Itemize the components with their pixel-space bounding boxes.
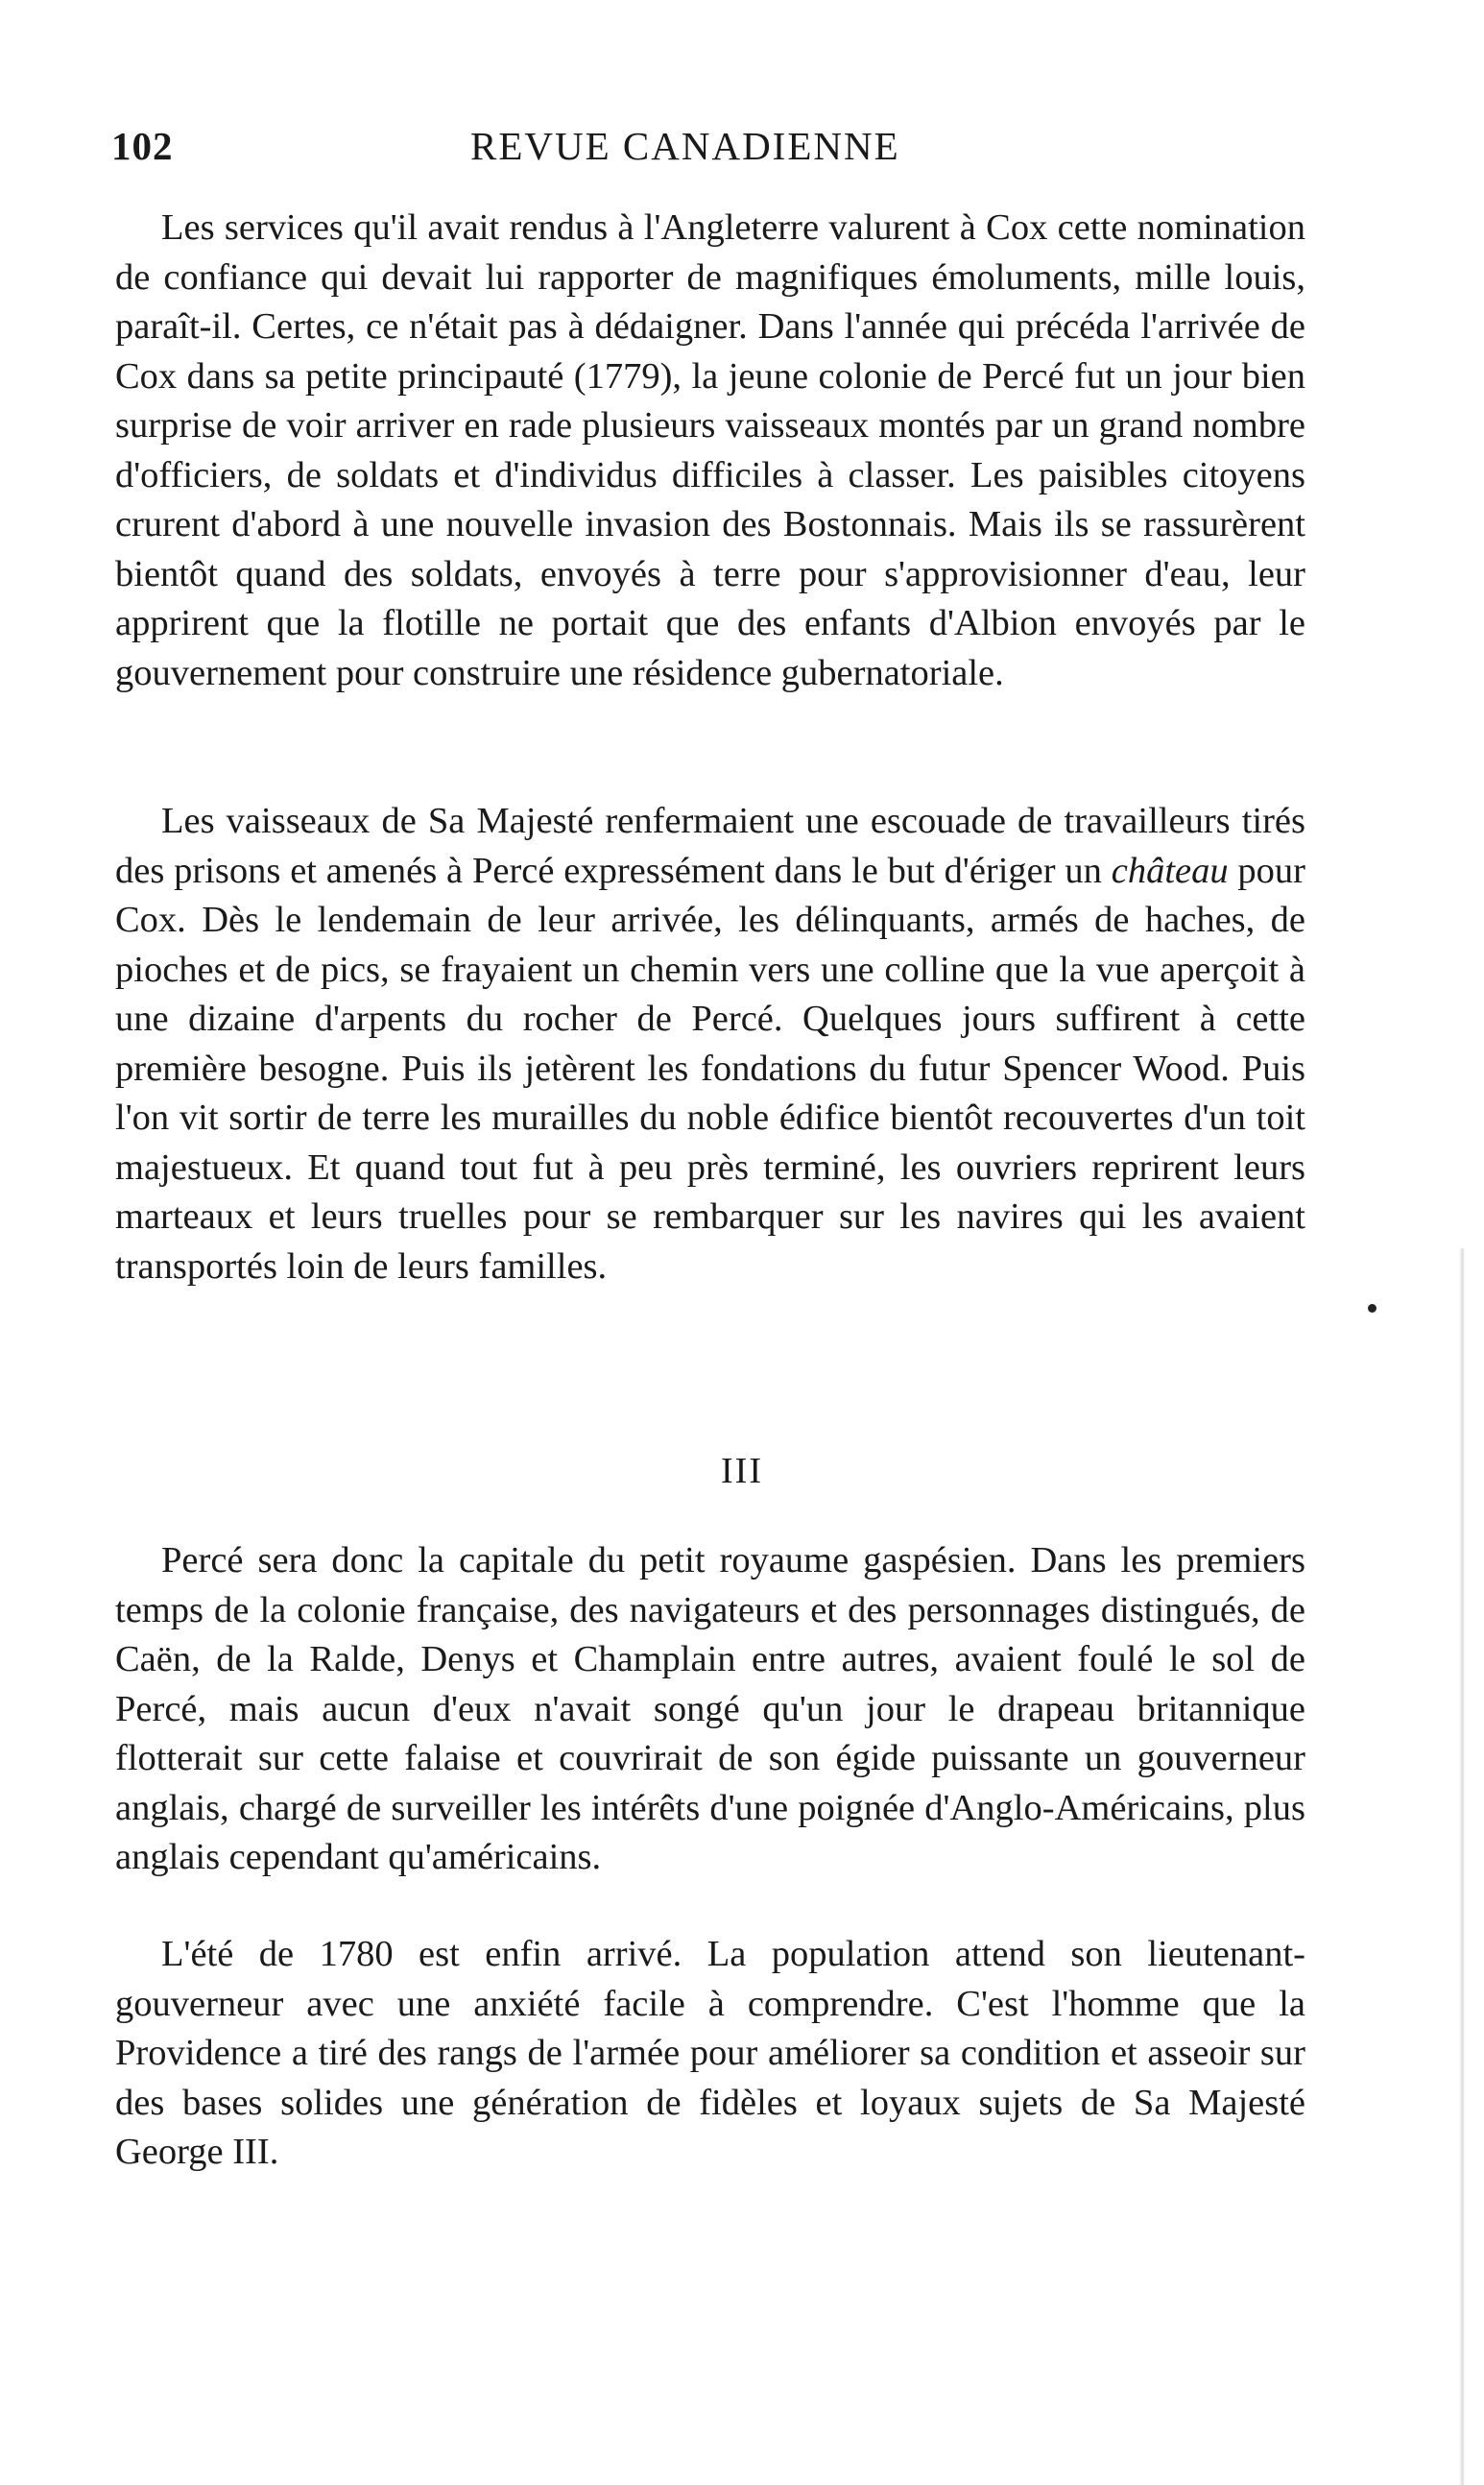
paragraph-block-1 [115, 204, 1305, 698]
paragraph-2-text-end: pour Cox. Dès le lendemain de leur arrivée, les délinquants, armés de haches, de pioches et de pics, se frayaient un chemin vers une colline que la vue aperçoit à une dizaine d'arpents du rocher de Percé. Quelques jours suffirent à cette première besogne. Puis ils jetèrent les fondations du futur Spencer Wood. Puis l'on vit sortir de terre les murailles du noble édifice bientôt recouvertes d'un toit majestueux. Et quand tout fut à peu près terminé, les ouvriers reprirent leurs marteaux et leurs truelles pour se rembarquer sur les navires qui les avaient transportés loin de leurs familles. [115, 850, 1305, 1287]
paragraph-4: L'été de 1780 est enfin arrivé. La population attend son lieutenant-gouverneur avec une anxiété facile à comprendre. C'est l'homme que la Providence a tiré des rangs de l'armée pour améliorer sa condition et asseoir sur des bases solides une génération de fidèles et loyaux sujets de Sa Majesté George III. [115, 1934, 1305, 2172]
paragraph-block-3 [115, 1536, 1305, 1883]
paragraph-2 [115, 797, 1305, 1291]
running-head [106, 113, 1315, 171]
margin-mark [1368, 1304, 1376, 1313]
paragraph-2-text-start: Les vaisseaux de Sa Majesté renfermaient une escouade de travailleurs tirés des prisons et amenés à Percé expressément dans le but d'ériger un [115, 801, 1305, 891]
section-heading: III [721, 1451, 763, 1491]
journal-title: REVUE CANADIENNE [470, 124, 900, 168]
paragraph-1: Les services qu'il avait rendus à l'Angleterre valurent à Cox cette nomination de confiance qui devait lui rapporter de magnifiques émoluments, mille louis, paraît-il. Certes, ce n'était pas à dédaigner. Dans l'année qui précéda l'arrivée de Cox dans sa petite principauté (1779), la jeune colonie de Percé fut un jour bien surprise de voir arriver en rade plusieurs vaisseaux montés par un grand nombre d'officiers, de soldats et d'individus difficiles à classer. Les paisibles citoyens crurent d'abord à une nouvelle invasion des Bostonnais. Mais ils se rassurèrent bientôt quand des soldats, envoyés à terre pour s'approvisionner d'eau, leur apprirent que la flotille ne portait que des enfants d'Albion envoyés par le gouvernement pour construire une résidence gubernatoriale. [115, 207, 1305, 693]
paragraph-3: Percé sera donc la capitale du petit royaume gaspésien. Dans les premiers temps de la colonie française, des navigateurs et des personnages distingués, de Caën, de la Ralde, Denys et Champlain entre autres, avaient foulé le sol de Percé, mais aucun d'eux n'avait songé qu'un jour le drapeau britannique flotterait sur cette falaise et couvrirait de son égide puissante un gouverneur anglais, chargé de surveiller les intérêts d'une poignée d'Anglo-Américains, plus anglais cependant qu'américains. [115, 1540, 1305, 1877]
page-edge-shadow [1459, 1248, 1465, 2485]
page-number: 102 [111, 124, 174, 168]
chateau-italic: château [1111, 850, 1229, 891]
paragraph-block-2 [115, 797, 1305, 1291]
paragraph-block-4 [115, 1930, 1305, 2178]
